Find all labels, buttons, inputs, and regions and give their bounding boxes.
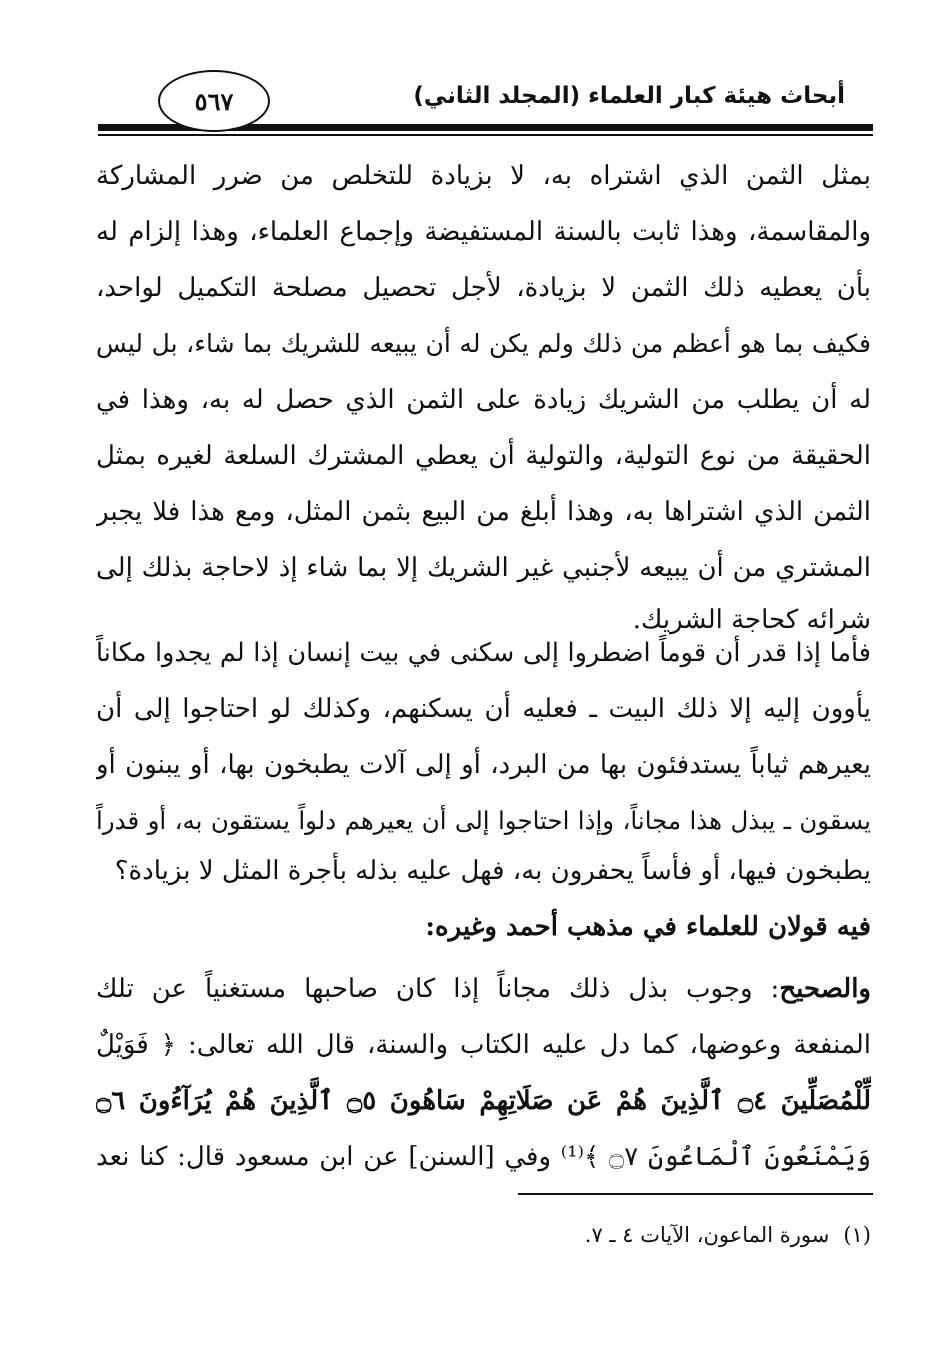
body-line: المنفعة وعوضها، كما دل عليه الكتاب والسنة، قال الله تعالى: ﴿ فَوَيْلٌ	[96, 1030, 871, 1060]
body-line: وَيَمْنَعُونَ ٱلْمَاعُونَ ۝٧ ﴾⁽¹⁾ وفي [السنن] عن ابن مسعود قال: كنا نعد	[96, 1142, 871, 1172]
lead-word: والصحيح	[779, 974, 871, 1004]
running-header-title: أبحاث هيئة كبار العلماء (المجلد الثاني)	[413, 83, 845, 109]
body-line: المشتري من أن يبيعه لأجنبي غير الشريك إلا بما شاء إذ لاحاجة بذلك إلى	[96, 553, 871, 583]
body-line: فأما إذا قدر أن قوماً اضطروا إلى سكنى في بيت إنسان إذا لم يجدوا مكاناً	[96, 638, 871, 668]
paragraph-end-line: شرائه كحاجة الشريك.	[632, 605, 871, 635]
footnote-separator	[518, 1193, 873, 1195]
header-rule-thin	[98, 134, 873, 136]
body-line: يأوون إليه إلا ذلك البيت ـ فعليه أن يسكنهم، وكذلك لو احتاجوا إلى أن	[96, 694, 871, 724]
quran-verse-line: لِّلْمُصَلِّينَ ۝٤ ٱلَّذِينَ هُمْ عَن صَلَاتِهِمْ سَاهُونَ ۝٥ ٱلَّذِينَ هُمْ يُرَآءُونَ ۝٦	[96, 1086, 871, 1116]
paragraph-end-line: يطبخون فيها، أو فأساً يحفرون به، فهل عليه بذله بأجرة المثل لا بزيادة؟	[114, 856, 871, 886]
page-number: ٥٦٧	[158, 70, 270, 132]
footnote	[96, 1218, 871, 1252]
body-line: الحقيقة من نوع التولية، والتولية أن يعطي المشترك السلعة لغيره بمثل	[96, 441, 871, 471]
body-line: بمثل الثمن الذي اشتراه به، لا بزيادة للتخلص من ضرر المشاركة	[96, 161, 871, 191]
body-line: له أن يطلب من الشريك زيادة على الثمن الذي حصل له به، وهذا في	[96, 385, 871, 415]
body-line-lead: والصحيح: وجوب بذل ذلك مجاناً إذا كان صاحبها مستغنياً عن تلك	[96, 974, 871, 1004]
body-line: الثمن الذي اشتراها به، وهذا أبلغ من البيع بثمن المثل، ومع هذا فلا يجبر	[96, 497, 871, 527]
body-line: والمقاسمة، وهذا ثابت بالسنة المستفيضة وإجماع العلماء، وهذا إلزام له	[96, 217, 871, 247]
body-line: بأن يعطيه ذلك الثمن لا بزيادة، لأجل تحصيل مصلحة التكميل لواحد،	[96, 273, 871, 303]
subheading: فيه قولان للعلماء في مذهب أحمد وغيره:	[425, 912, 871, 942]
body-line: فكيف بما هو أعظم من ذلك ولم يكن له أن يبيعه للشريك بما شاء، بل ليس	[96, 329, 871, 358]
body-line: يعيرهم ثياباً يستدفئون بها من البرد، أو إلى آلات يطبخون بها، أو يبنون أو	[96, 750, 871, 780]
footnote-number: (١)	[843, 1223, 871, 1247]
body-line: يسقون ـ يبذل هذا مجاناً، وإذا احتاجوا إلى أن يعيرهم دلواً يستقون به، أو قدراً	[96, 806, 871, 835]
footnote-text: سورة الماعون، الآيات ٤ ـ ٧.	[584, 1223, 830, 1247]
